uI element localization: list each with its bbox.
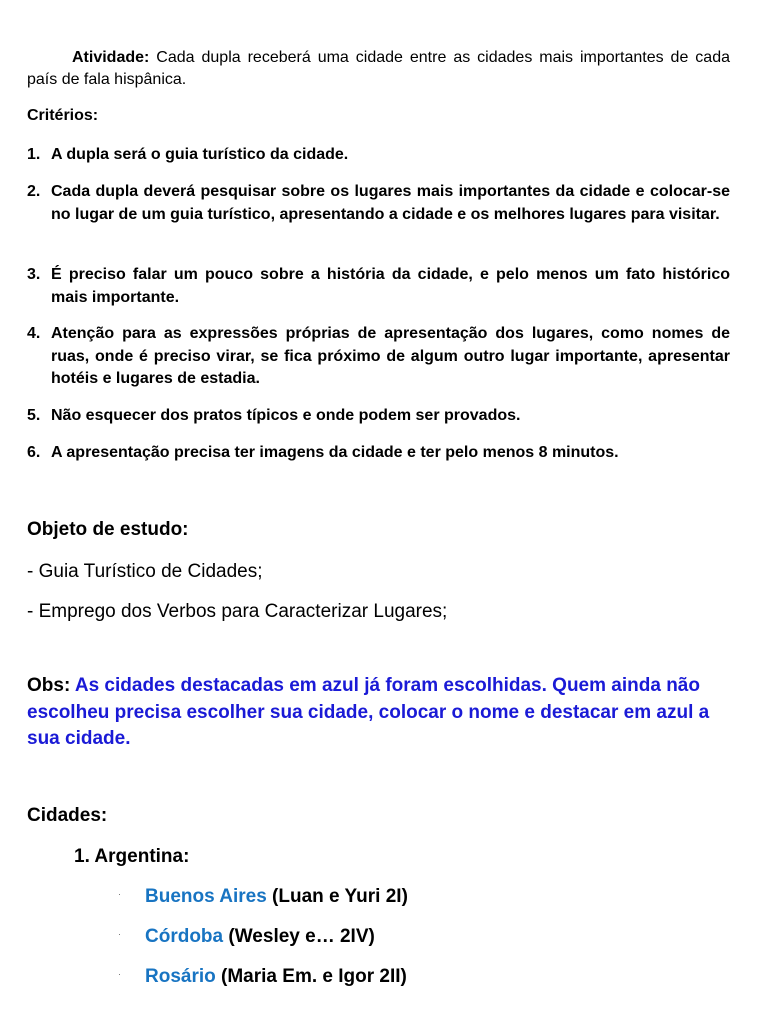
cidades-heading: Cidades: xyxy=(27,805,108,826)
country-item: 1. Argentina: xyxy=(74,846,190,867)
activity-label: Atividade: xyxy=(72,49,150,66)
criterion-number: 6. xyxy=(27,444,41,461)
city-team: (Luan e Yuri 2I) xyxy=(266,886,408,907)
criterion-text: Cada dupla deverá pesquisar sobre os lugares mais importantes da cidade e colocar-se no lugar de um guia turístico, apresentando a cidade e os melhores lugares para visitar. xyxy=(51,183,730,223)
obs-label: Obs: xyxy=(27,675,71,696)
criterion-number: 4. xyxy=(27,325,41,342)
objeto-item: - Emprego dos Verbos para Caracterizar Lugares; xyxy=(27,601,448,622)
obs-text: As cidades destacadas em azul já foram escolhidas. Quem ainda não escolheu precisa escolher sua cidade, colocar o nome e destacar em azul a sua cidade. xyxy=(27,675,710,749)
criterion-text: A apresentação precisa ter imagens da cidade e ter pelo menos 8 minutos. xyxy=(51,444,619,461)
criterion-text: A dupla será o guia turístico da cidade. xyxy=(51,146,349,163)
city-name: Córdoba xyxy=(145,926,224,947)
criterion-number: 2. xyxy=(27,183,41,200)
criterion-item xyxy=(27,323,730,391)
bullet-icon: · xyxy=(118,929,121,939)
criterion-text: Atenção para as expressões próprias de apresentação dos lugares, como nomes de ruas, onde é preciso virar, se fica próximo de algum outro lugar importante, apresentar hotéis e lugares de estadia. xyxy=(51,325,730,387)
criterion-number: 5. xyxy=(27,407,41,424)
city-name: Buenos Aires xyxy=(145,886,267,907)
objeto-item: - Guia Turístico de Cidades; xyxy=(27,561,263,582)
city-name: Rosário xyxy=(145,966,216,987)
city-team: (Wesley e… 2IV) xyxy=(223,926,375,947)
criterion-text: É preciso falar um pouco sobre a história da cidade, e pelo menos um fato histórico mais importante. xyxy=(51,266,730,306)
obs-note xyxy=(27,673,727,753)
criteria-heading: Critérios: xyxy=(27,107,99,124)
criterion-item xyxy=(27,181,730,226)
city-team: (Maria Em. e Igor 2II) xyxy=(215,966,407,987)
bullet-icon: · xyxy=(118,889,121,899)
criterion-item xyxy=(27,144,730,167)
criterion-item xyxy=(27,405,730,428)
activity-intro xyxy=(27,47,730,91)
criterion-number: 1. xyxy=(27,146,41,163)
bullet-icon: · xyxy=(118,969,121,979)
criterion-item xyxy=(27,264,730,309)
criterion-item xyxy=(27,442,730,465)
criterion-number: 3. xyxy=(27,266,41,283)
activity-text: Cada dupla receberá uma cidade entre as cidades mais importantes de cada país de fala hispânica. xyxy=(27,49,730,88)
objeto-heading: Objeto de estudo: xyxy=(27,519,189,540)
criterion-text: Não esquecer dos pratos típicos e onde podem ser provados. xyxy=(51,407,521,424)
